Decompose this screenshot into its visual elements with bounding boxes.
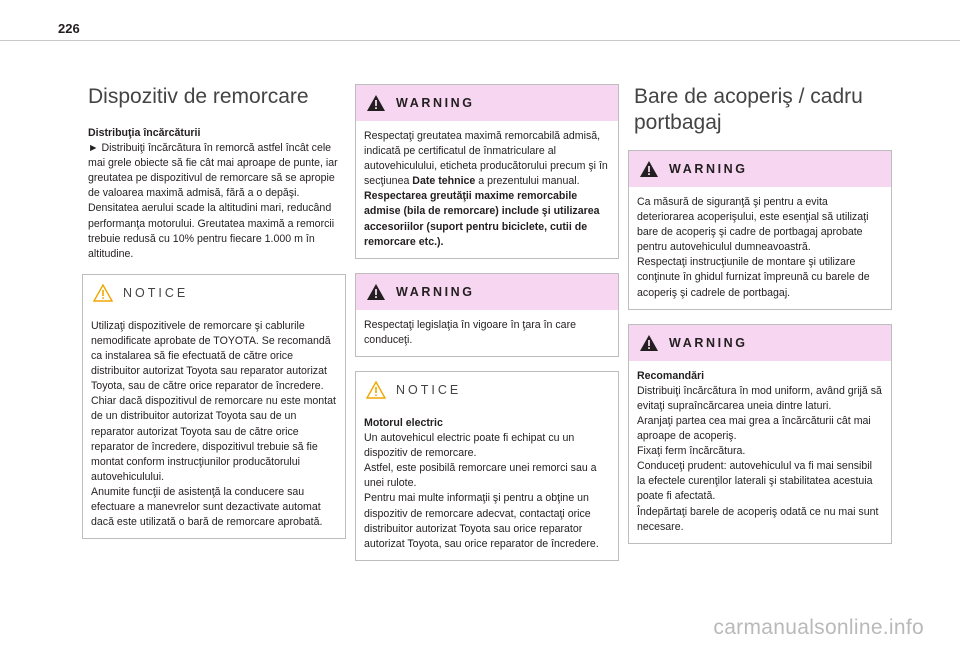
column-warnings bbox=[361, 84, 615, 561]
warning-triangle-icon bbox=[639, 160, 659, 178]
page-number: 226 bbox=[58, 21, 80, 36]
warning-text: Respectaţi instrucţiunile de montare şi utilizare conţinute în ghidul furnizat împreună cu barele de acoperiş şi cadrele de portbagaj. bbox=[637, 256, 870, 299]
warning-text: Distribuiţi încărcătura în mod uniform, având grijă să evitaţi supraîncărcarea uneia dintre laturi. bbox=[637, 384, 882, 412]
section-title-roof-bars: Bare de acoperiş / cadru portbagaj bbox=[634, 85, 863, 134]
warning-text: Aranjaţi partea cea mai grea a încărcăturii cât mai aproape de acoperiş. bbox=[637, 414, 871, 443]
warning-box-legislation bbox=[355, 273, 619, 357]
bullet-text: Distribuiţi încărcătura în remorcă astfel încât cele mai grele obiecte să fie cât mai aproape de punte, iar greutatea pe dispozitivul de remorcare să se apropie de valoarea maximă admisă, fără a o depăşi. bbox=[88, 142, 338, 200]
technical-data-reference: Date tehnice bbox=[412, 175, 476, 188]
altitude-paragraph: Densitatea aerului scade la altitudini mari, reducând performanţa motorului. Greutatea maximă a remorcii trebuie redusă cu 10% pentru fiecare 1.000 m în altitudine. bbox=[88, 202, 335, 260]
warning-box-recommendations bbox=[628, 324, 892, 544]
notice-triangle-icon bbox=[366, 381, 386, 399]
warning-text bbox=[364, 129, 610, 189]
notice-text: Anumite funcţii de asistenţă la conducere sau efectuare a manevrelor sunt dezactivate automat dacă este utilizată o bară de remorcare aprobată. bbox=[91, 485, 323, 529]
warning-text-start: Respectaţi greutatea maximă remorcabilă admisă, indicată pe certificatul de înmatriculare al autovehiculului, eticheta producătorului precum şi în secţiunea bbox=[364, 130, 608, 188]
load-distribution-bullet bbox=[88, 141, 342, 201]
warning-triangle-icon bbox=[366, 283, 386, 301]
notice-box-towbar bbox=[82, 274, 346, 539]
notice-header bbox=[356, 372, 618, 408]
recommendations-heading: Recomandări bbox=[637, 369, 705, 382]
warning-text: Îndepărtaţi barele de acoperiş odată ce nu mai sunt necesare. bbox=[637, 505, 879, 533]
notice-text: Utilizaţi dispozitivele de remorcare şi cablurile nemodificate aprobate de TOYOTA. Se recomandă ca instalarea să fie efectuată de către orice distribuitor autorizat Toyota sau reparator autorizat Toyota, sau de către orice reparator de încredere. bbox=[91, 319, 331, 393]
column-roof-bars bbox=[634, 84, 888, 544]
section-title-towing: Dispozitiv de remorcare bbox=[88, 85, 309, 108]
warning-header bbox=[629, 325, 891, 361]
warning-header bbox=[629, 151, 891, 187]
warning-triangle-icon bbox=[639, 334, 659, 352]
load-distribution-heading: Distribuţia încărcăturii bbox=[88, 127, 201, 139]
bullet-arrow-icon: ► bbox=[88, 142, 99, 155]
warning-box-max-weight bbox=[355, 84, 619, 259]
notice-text: Un autovehicul electric poate fi echipat cu un dispozitiv de remorcare. bbox=[364, 432, 575, 460]
warning-body bbox=[356, 121, 618, 258]
warning-text-end: a prezentului manual. bbox=[475, 175, 580, 188]
warning-text: Respectaţi legislaţia în vigoare în ţara în care conduceţi. bbox=[364, 318, 576, 346]
warning-title: WARNING bbox=[669, 335, 748, 350]
warning-box-roof-safety bbox=[628, 150, 892, 310]
warning-header bbox=[356, 85, 618, 121]
notice-title: NOTICE bbox=[123, 285, 189, 300]
warning-body bbox=[629, 361, 891, 543]
warning-header bbox=[356, 274, 618, 310]
notice-box-electric-motor bbox=[355, 371, 619, 561]
notice-text: Chiar dacă dispozitivul de remorcare nu este montat de un distribuitor autorizat Toyota sau de un reparator autorizat Toyota sau de către orice reparator de încredere, dispozitivul trebuie să fie montat conform instrucţiunilor producătorului autovehiculului. bbox=[91, 395, 336, 483]
notice-text: Astfel, este posibilă remorcare unei remorci sau a unei rulote. bbox=[364, 462, 597, 490]
notice-header bbox=[83, 275, 345, 311]
warning-body bbox=[356, 310, 618, 356]
warning-body bbox=[629, 187, 891, 309]
notice-triangle-icon bbox=[93, 284, 113, 302]
warning-title: WARNING bbox=[396, 96, 475, 110]
warning-text: Ca măsură de siguranţă şi pentru a evita deteriorarea acoperişului, este esenţial să utilizaţi bare de acoperiş şi cadre de portbagaj aprobate pentru autovehiculul dumneavoastră. bbox=[637, 196, 869, 254]
warning-title: WARNING bbox=[669, 162, 748, 176]
notice-body bbox=[356, 408, 618, 560]
warning-title: WARNING bbox=[396, 284, 475, 299]
watermark: carmanualsonline.info bbox=[713, 616, 924, 639]
warning-text: Fixaţi ferm încărcătura. bbox=[637, 445, 746, 458]
warning-text: Conduceţi prudent: autovehiculul va fi mai sensibil la efectele curenţilor laterali şi stabilitatea acestuia poate fi afectată. bbox=[637, 460, 873, 503]
warning-bold-text: Respectarea greutăţii maxime remorcabile admise (bila de remorcare) include şi utilizarea accesoriilor (suport pentru biciclete, cutii de remorcare etc.). bbox=[364, 190, 600, 248]
notice-body bbox=[83, 311, 345, 538]
notice-heading: Motorul electric bbox=[364, 416, 443, 429]
warning-triangle-icon bbox=[366, 94, 386, 112]
notice-text: Pentru mai multe informaţii şi pentru a obţine un dispozitiv de remorcare adecvat, contactaţi orice distribuitor autorizat Toyota sau orice reparator autorizat Toyota, sau orice reparator de încredere. bbox=[364, 492, 599, 550]
column-towing bbox=[88, 84, 342, 539]
top-rule bbox=[0, 40, 960, 41]
notice-title: NOTICE bbox=[396, 382, 462, 397]
